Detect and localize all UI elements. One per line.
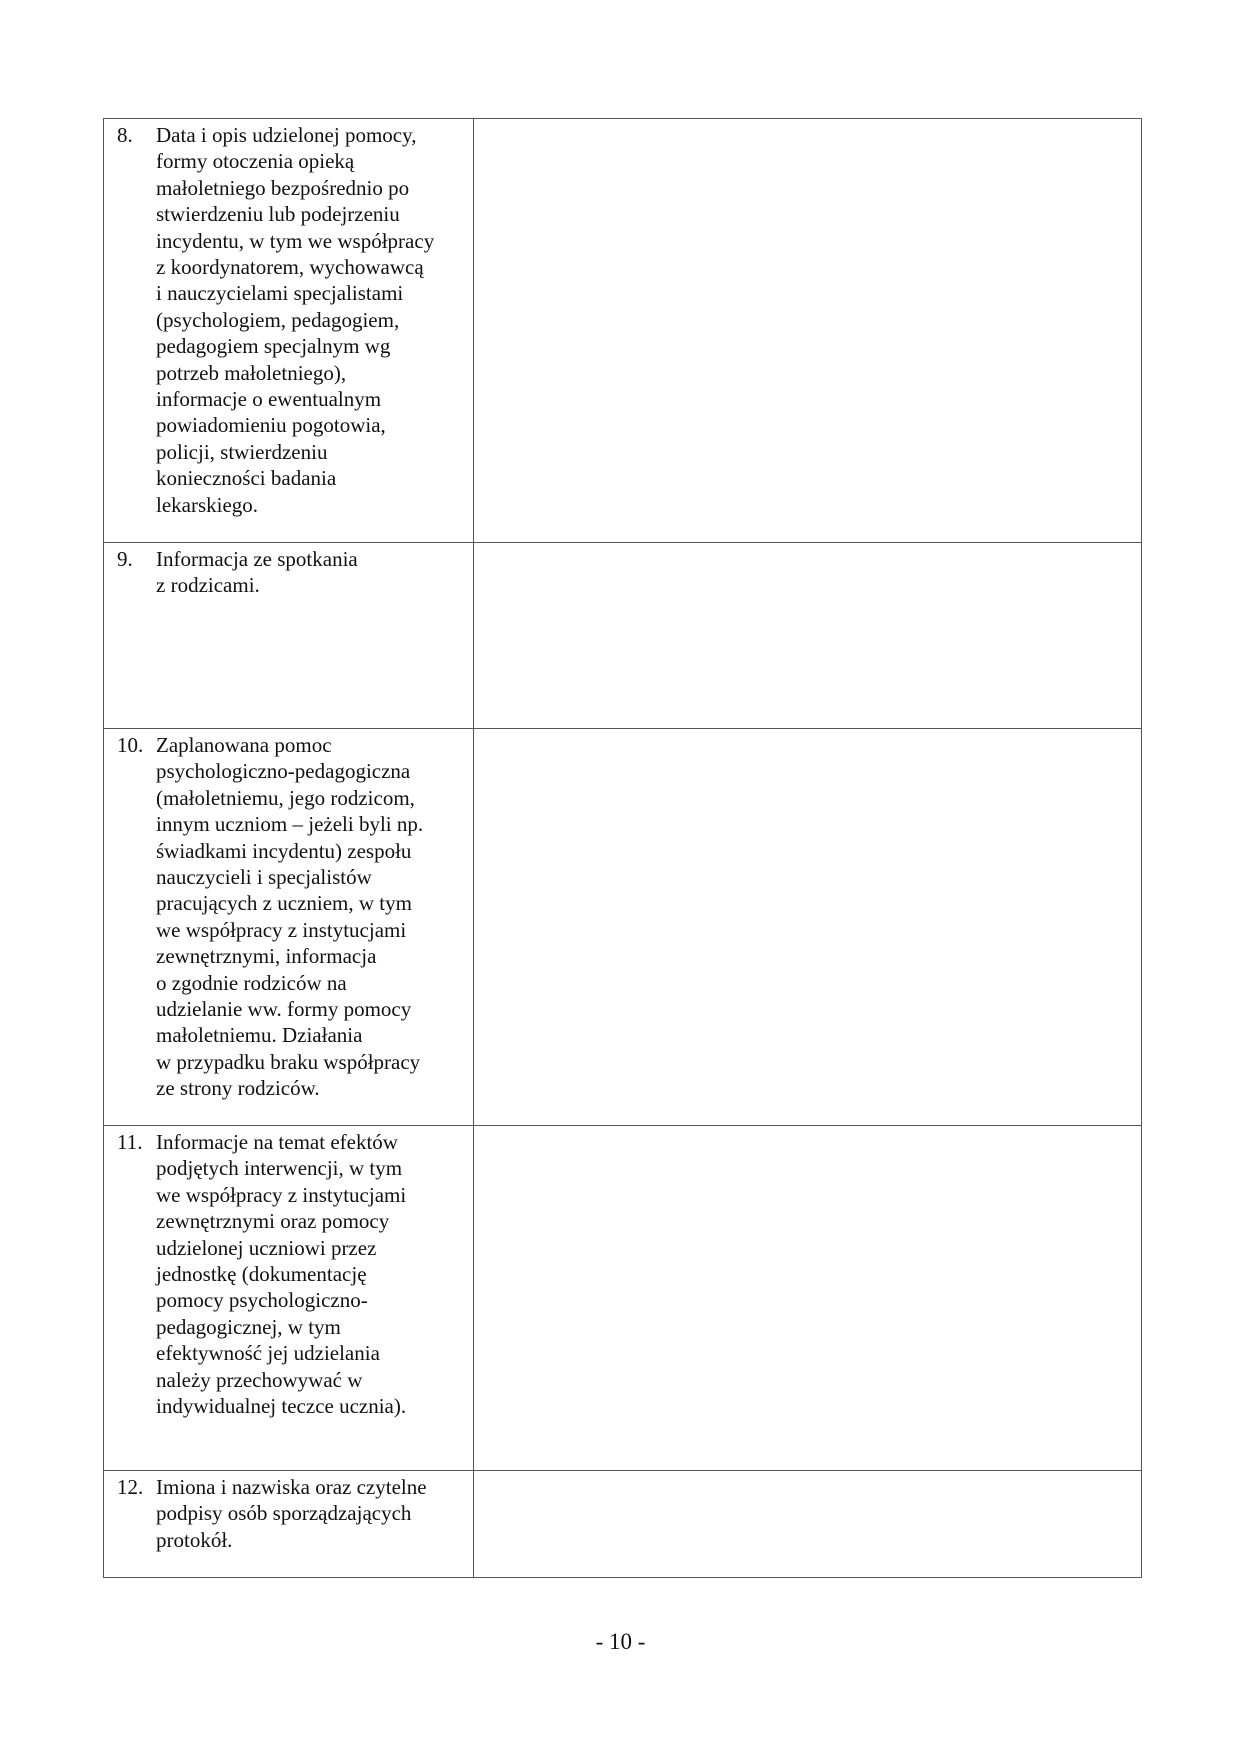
row-label-cell [104,543,474,729]
row-label: Zaplanowana pomoc psychologiczno-pedagogiczna (małoletniemu, jego rodzicom, innym uczniom – jeżeli byli np. świadkami incydentu) zespołu nauczycieli i specjalistów pracujących z uczniem, w tym we współpracy z instytucjami zewnętrznymi, informacja o zgodnie rodziców na udzielanie ww. formy pomocy małoletniemu. Działania w przypadku braku współpracy ze strony rodziców. [156,733,424,1101]
row-label-cell [104,1471,474,1578]
row-value-cell[interactable] [474,543,1142,729]
table-row [104,543,1142,729]
table-row [104,1126,1142,1471]
row-label: Informacja ze spotkania z rodzicami. [156,547,358,598]
row-label-cell [104,729,474,1126]
row-value-cell[interactable] [474,1471,1142,1578]
table-row [104,729,1142,1126]
protocol-form-table [103,118,1142,1578]
table-row [104,1471,1142,1578]
row-label: Informacje na temat efektów podjętych interwencji, w tym we współpracy z instytucjami zewnętrznymi oraz pomocy udzielonej uczniowi przez jednostkę (dokumentację pomocy psychologiczno- pedagogicznej, w tym efektywność jej udzielania należy przechowywać w indywidualnej teczce ucznia). [156,1130,407,1419]
row-label-cell [104,119,474,543]
row-number: 12. [117,1475,144,1499]
row-label: Imiona i nazwiska oraz czytelne podpisy osób sporządzających protokół. [156,1475,427,1552]
row-label-cell [104,1126,474,1471]
row-number: 10. [117,733,144,757]
row-number: 9. [117,547,133,571]
table-row [104,119,1142,543]
row-number: 8. [117,123,133,147]
row-value-cell[interactable] [474,119,1142,543]
row-number: 11. [117,1130,143,1154]
page-number: - 10 - [595,1629,646,1654]
row-value-cell[interactable] [474,1126,1142,1471]
row-value-cell[interactable] [474,729,1142,1126]
row-label: Data i opis udzielonej pomocy, formy otoczenia opieką małoletniego bezpośrednio po stwierdzeniu lub podejrzeniu incydentu, w tym we współpracy z koordynatorem, wychowawcą i nauczycielami specjalistami (psychologiem, pedagogiem, pedagogiem specjalnym wg potrzeb małoletniego), informacje o ewentualnym powiadomieniu pogotowia, policji, stwierdzeniu konieczności badania lekarskiego. [156,123,435,517]
